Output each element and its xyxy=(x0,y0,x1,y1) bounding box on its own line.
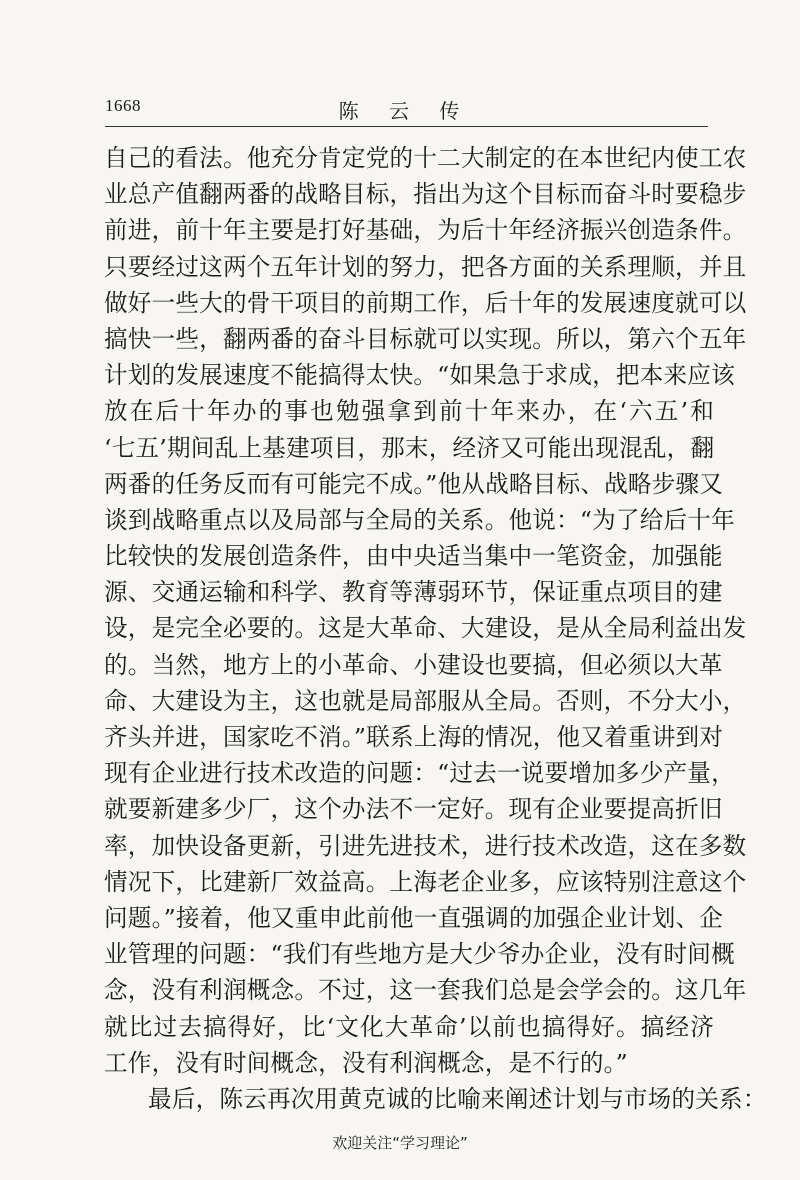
text-line: 放在后十年办的事也勉强拿到前十年来办，在‘六五’和 xyxy=(104,397,714,426)
text-line: 率，加快设备更新，引进先进技术，进行技术改造，这在多数 xyxy=(104,831,747,860)
text-line: 业管理的问题：“我们有些地方是大少爷办企业，没有时间概 xyxy=(104,940,735,969)
text-line: 比较快的发展创造条件，由中央适当集中一笔资金，加强能 xyxy=(104,542,723,571)
header-rule xyxy=(105,126,708,127)
footer-note: 欢迎关注“学习理论” xyxy=(332,1134,468,1152)
text-line: 就要新建多少厂，这个办法不一定好。现有企业要提高折旧 xyxy=(104,795,723,824)
text-line: 现有企业进行技术改造的问题：“过去一说要增加多少产量， xyxy=(104,759,735,788)
text-line: 工作，没有时间概念，没有利润概念，是不行的。” xyxy=(104,1048,628,1077)
running-title: 陈 云 传 xyxy=(338,99,472,123)
text-line: 命、大建设为主，这也就是局部服从全局。否则，不分大小， xyxy=(104,686,747,715)
page-header xyxy=(105,96,705,124)
text-line: 最后，陈云再次用黄克诚的比喻来阐述计划与市场的关系： xyxy=(148,1084,767,1113)
text-line: 两番的任务反而有可能完不成。”他从战略目标、战略步骤又 xyxy=(104,469,724,498)
text-line: 业总产值翻两番的战略目标，指出为这个目标而奋斗时要稳步 xyxy=(104,180,747,209)
text-line: 的。当然，地方上的小革命、小建设也要搞，但必须以大革 xyxy=(104,650,723,679)
text-line: ‘七五’期间乱上基建项目，那末，经济又可能出现混乱，翻 xyxy=(104,433,715,462)
text-line: 只要经过这两个五年计划的努力，把各方面的关系理顺，并且 xyxy=(104,252,747,281)
text-line: 情况下，比建新厂效益高。上海老企业多，应该特别注意这个 xyxy=(104,867,747,896)
text-line: 自己的看法。他充分肯定党的十二大制定的在本世纪内使工农 xyxy=(104,144,747,172)
text-line: 源、交通运输和科学、教育等薄弱环节，保证重点项目的建 xyxy=(104,578,723,607)
text-line: 念，没有利润概念。不过，这一套我们总是会学会的。这几年 xyxy=(104,976,747,1005)
text-line: 问题。”接着，他又重申此前他一直强调的加强企业计划、企 xyxy=(104,903,724,932)
text-line: 就比过去搞得好，比‘文化大革命’以前也搞得好。搞经济 xyxy=(104,1012,714,1041)
text-line: 搞快一些，翻两番的奋斗目标就可以实现。所以，第六个五年 xyxy=(104,324,747,353)
text-line: 设，是完全必要的。这是大革命、大建设，是从全局利益出发 xyxy=(104,614,747,643)
page-number: 1668 xyxy=(105,96,141,115)
text-line: 做好一些大的骨干项目的前期工作，后十年的发展速度就可以 xyxy=(104,288,747,317)
body-text xyxy=(104,140,767,1117)
text-line: 谈到战略重点以及局部与全局的关系。他说：“为了给后十年 xyxy=(104,505,735,534)
text-line: 前进，前十年主要是打好基础，为后十年经济振兴创造条件。 xyxy=(104,216,747,245)
text-line: 计划的发展速度不能搞得太快。“如果急于求成，把本来应该 xyxy=(104,361,735,390)
text-line: 齐头并进，国家吃不消。”联系上海的情况，他又着重讲到对 xyxy=(104,723,724,751)
